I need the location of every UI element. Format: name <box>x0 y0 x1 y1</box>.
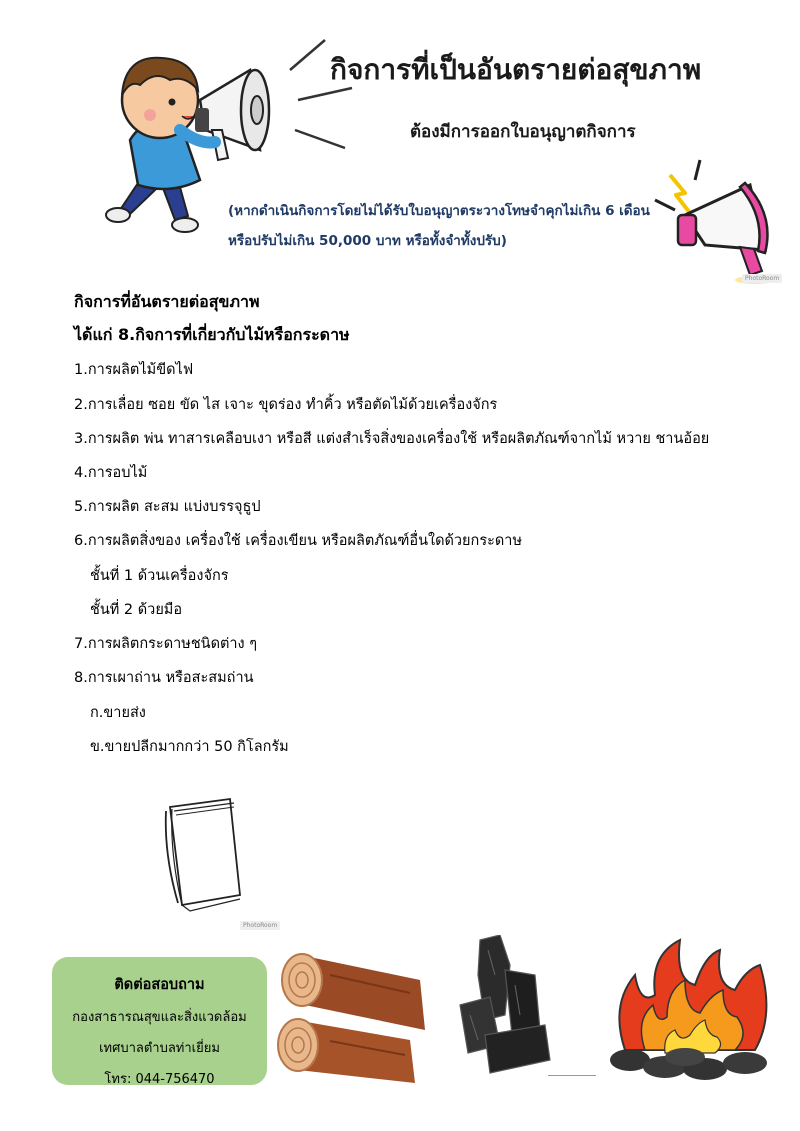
contact-phone: โทร: 044-756470 <box>104 1072 215 1087</box>
contact-municipality: เทศบาลตำบลท่าเยี่ยม <box>99 1041 220 1056</box>
list-subitem: ชั้นที่ 2 ด้วยมือ <box>90 602 183 618</box>
list-subitem: ก.ขายส่ง <box>90 705 146 721</box>
megaphone-icon <box>650 155 780 285</box>
page-title: กิจการที่เป็นอันตรายต่อสุขภาพ <box>330 53 702 86</box>
photoroom-watermark: PhotoRoom <box>240 921 280 930</box>
contact-department: กองสาธารณสุขและสิ่งแวดล้อม <box>72 1010 247 1025</box>
charcoal-illustration <box>450 935 565 1080</box>
penalty-line-2: หรือปรับไม่เกิน 50,000 บาท หรือทั้งจำทั้งปรับ) <box>228 233 507 249</box>
penalty-notice <box>228 196 650 256</box>
list-item: 6.การผลิตสิ่งของ เครื่องใช้ เครื่องเขียน หรือผลิตภัณฑ์อื่นใดด้วยกระดาษ <box>74 533 523 549</box>
list-subitem: ข.ขายปลีกมากกว่า 50 กิโลกรัม <box>90 739 289 755</box>
list-item: 4.การอบไม้ <box>74 465 148 481</box>
contact-box <box>52 957 267 1085</box>
list-item: 1.การผลิตไม้ขีดไฟ <box>74 362 194 378</box>
divider-line <box>548 1075 596 1076</box>
category-label: ได้แก่ 8.กิจการที่เกี่ยวกับไม้หรือกระดาษ <box>74 325 350 344</box>
contact-title: ติดต่อสอบถาม <box>114 977 205 993</box>
wood-logs-illustration <box>270 945 435 1085</box>
paper-notepad-illustration <box>160 795 250 915</box>
section-heading: กิจการที่อันตรายต่อสุขภาพ <box>74 292 260 311</box>
list-subitem: ชั้นที่ 1 ด้วนเครื่องจักร <box>90 568 229 584</box>
list-item: 2.การเลื่อย ซอย ขัด ไส เจาะ ขุดร่อง ทำคิ้ว หรือตัดไม้ด้วยเครื่องจักร <box>74 397 498 413</box>
photoroom-watermark: PhotoRoom <box>742 274 782 283</box>
list-item: 8.การเผาถ่าน หรือสะสมถ่าน <box>74 670 254 686</box>
page-subtitle: ต้องมีการออกใบอนุญาตกิจการ <box>410 122 636 142</box>
list-item: 5.การผลิต สะสม แบ่งบรรจุธูป <box>74 499 261 515</box>
list-item: 3.การผลิต พ่น ทาสารเคลือบเงา หรือสี แต่งสำเร็จสิ่งของเครื่องใช้ หรือผลิตภัณฑ์จากไม้ หวาย ชานอ้อย <box>74 431 710 447</box>
fire-illustration <box>605 935 775 1085</box>
penalty-line-1: (หากดำเนินกิจการโดยไม่ได้รับใบอนุญาตระวางโทษจำคุกไม่เกิน 6 เดือน <box>228 203 650 219</box>
list-item: 7.การผลิตกระดาษชนิดต่าง ๆ <box>74 636 258 652</box>
